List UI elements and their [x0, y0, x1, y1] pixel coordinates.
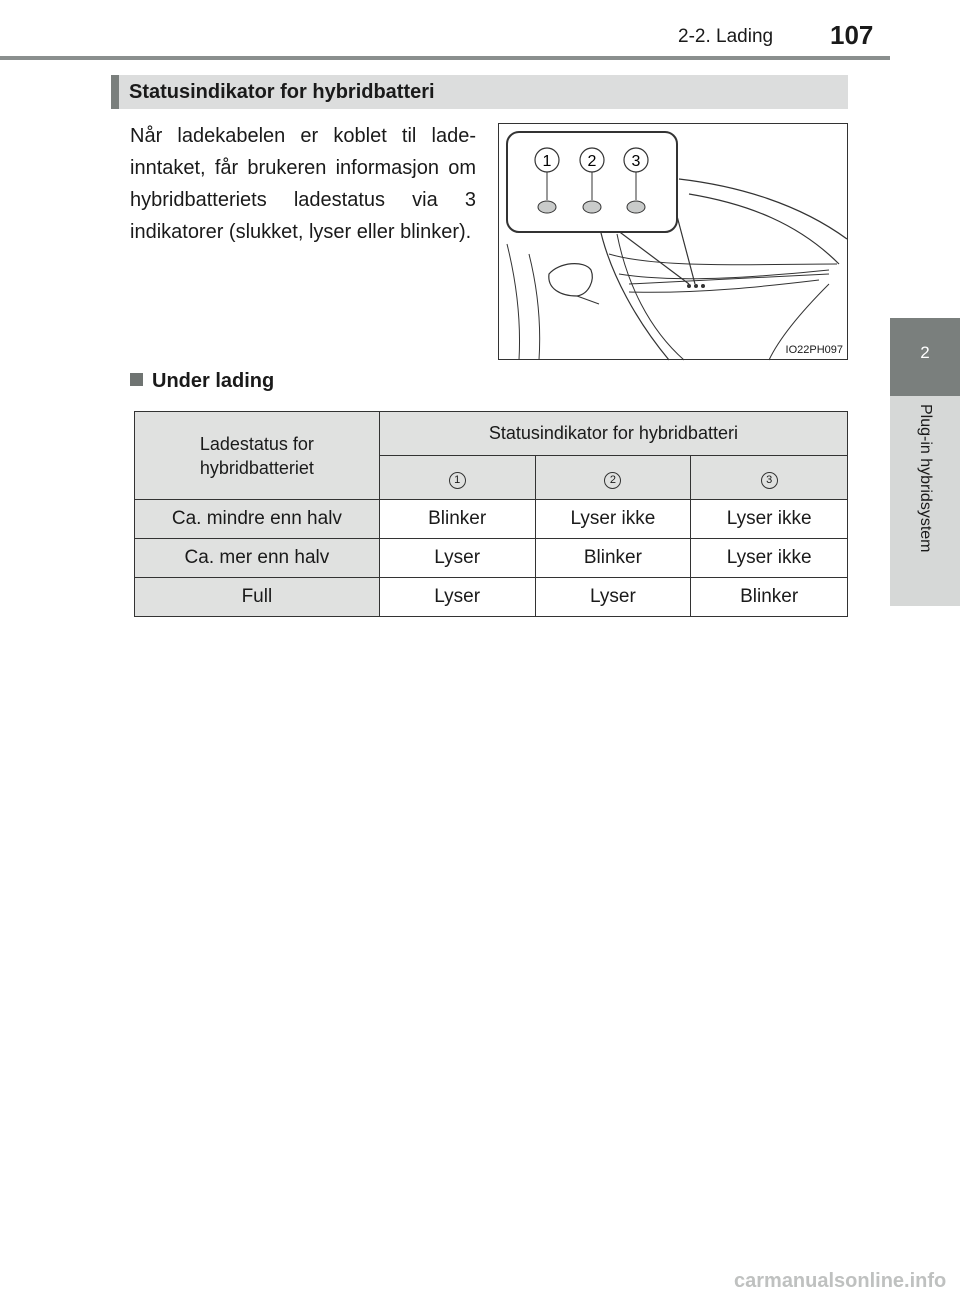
- chapter-tab-title-text: Plug-in hybridsystem: [917, 404, 934, 553]
- table-cell-status: Ca. mer enn halv: [135, 539, 380, 578]
- watermark: carmanualsonline.info: [734, 1270, 947, 1292]
- section-heading-accent: [111, 75, 119, 109]
- charge-status-table: [134, 411, 848, 617]
- table-cell: Blinker: [535, 539, 691, 578]
- table-header-indicator-3: [691, 456, 848, 500]
- table-row: [135, 539, 848, 578]
- intro-paragraph: Når ladekabelen er koblet til lade-inntaket, får brukeren informasjon om hybridbatteriets ladestatus via 3 indikatorer (slukket, lyser eller blinker).: [130, 125, 476, 243]
- table-cell: Lyser: [379, 539, 535, 578]
- header-section-title: 2-2. Lading: [678, 26, 774, 47]
- table-header-indicator-group: Statusindikator for hybridbatteri: [379, 412, 847, 456]
- table-row: [135, 578, 848, 617]
- indicator-figure: [498, 123, 848, 360]
- table-cell: Lyser ikke: [691, 500, 848, 539]
- indicator-illustration: [499, 124, 849, 361]
- table-header-status: [135, 412, 380, 500]
- svg-text:1: 1: [542, 153, 552, 170]
- subsection-title: Under lading: [152, 370, 275, 392]
- header-rule: [0, 56, 890, 60]
- circled-number-2-icon: 2: [604, 472, 621, 489]
- chapter-tab-title: [890, 396, 960, 606]
- table-header-indicator-2: [535, 456, 691, 500]
- table-row: [135, 500, 848, 539]
- table-cell-status: Full: [135, 578, 380, 617]
- circled-number-3-icon: 3: [761, 472, 778, 489]
- table-cell: Lyser: [379, 578, 535, 617]
- figure-code: IO22PH097: [785, 344, 843, 356]
- circled-number-1-icon: 1: [449, 472, 466, 489]
- table-cell: Lyser ikke: [691, 539, 848, 578]
- chapter-tab-number: 2: [890, 318, 960, 396]
- svg-text:3: 3: [631, 153, 641, 170]
- table-cell: Blinker: [691, 578, 848, 617]
- bullet-square-icon: [130, 373, 143, 386]
- svg-text:2: 2: [587, 153, 597, 170]
- table-header-status-text: Ladestatus for hybridbatteriet: [199, 433, 314, 478]
- section-heading-title: Statusindikator for hybridbatteri: [129, 81, 435, 103]
- table-cell: Lyser: [535, 578, 691, 617]
- section-heading-bar: [111, 75, 848, 109]
- table-cell-status: Ca. mindre enn halv: [135, 500, 380, 539]
- table-cell: Lyser ikke: [535, 500, 691, 539]
- page-number: 107: [830, 20, 874, 50]
- subsection-heading: [130, 370, 274, 393]
- table-cell: Blinker: [379, 500, 535, 539]
- table-header-indicator-1: [379, 456, 535, 500]
